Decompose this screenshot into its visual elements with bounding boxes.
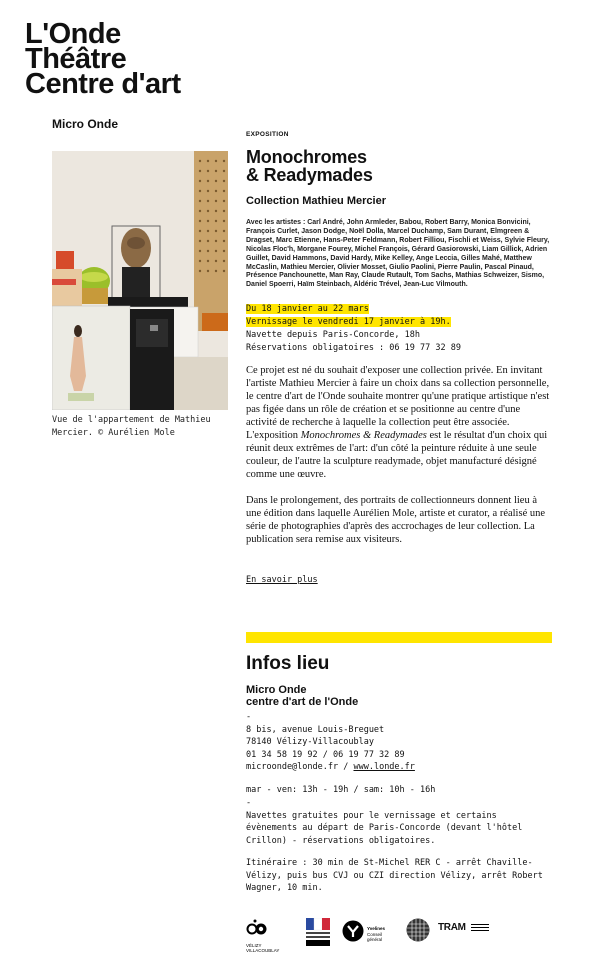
- dash: -: [246, 798, 252, 808]
- site-logo[interactable]: [25, 18, 181, 100]
- navette-info: Navette depuis Paris-Concorde, 18h: [246, 330, 420, 340]
- exhibition-subtitle: Collection Mathieu Mercier: [246, 195, 386, 207]
- artists-list: Avec les artistes : Carl André, John Armleder, Babou, Robert Barry, Monica Bonvicini, François Curlet, Jason Dodge, Noël Dolla, Marcel Duchamp, Sam Durant, Elmgreen & Dragset, Marc Etienne, Hans-Peter Feldmann, Robert Filliou, Fischli et Weiss, Sylvie Fleury, Nicolas Floc'h, Morgane Fourey, Michel François, Gérard Gasiorowski, Liam Gillick, Adrien Guillet, David Hammons, David Hardy, Mike Kelley, Ange Leccia, Gilles Mahé, Matthew McCaslin, Mathieu Mercier, Olivier Mosset, Giulio Paolini, Pierre Paulin, Pascal Pinaud, Présence Panchounette, Man Ray, Claude Rutault, Tom Sachs, Mathias Schweizer, Sismo, Daniel Spoerri, Haïm Steinbach, Aldéric Trével, Jean-Luc Vilmouth.: [246, 219, 550, 289]
- logo-line-1: L'Onde: [25, 18, 121, 50]
- section-divider-bar: [246, 632, 552, 643]
- reservations-info: Réservations obligatoires : 06 19 77 32 89: [246, 343, 461, 353]
- itinerary-info: Itinéraire : 30 min de St-Michel RER C - arrêt Chaville-Vélizy, puis bus CVJ ou CZI direction Vélizy, arrêt Robert Wagner, 10 min.: [246, 858, 543, 893]
- infos-title: Infos lieu: [246, 653, 330, 674]
- phone-numbers: 01 34 58 19 92 / 06 19 77 32 89: [246, 749, 405, 760]
- title-line-2: & Readymades: [246, 165, 373, 185]
- more-info-link[interactable]: En savoir plus: [246, 575, 318, 585]
- exhibition-photo: [52, 151, 228, 410]
- address-line-1: 8 bis, avenue Louis-Breguet: [246, 724, 385, 735]
- exhibition-dates-block: [246, 303, 552, 355]
- marianne-flag-icon: [306, 918, 330, 946]
- description-paragraph-1: Ce projet est né du souhait d'exposer une collection privée. En invitant l'artiste Mathieu Mercier à faire un choix dans sa collection personnelle, le centre d'art de l'Onde souhaite montrer qu'une pratique artistique n'est pas figée dans un rôle de création et se positionne au centre d'une activité de recherche à laquelle la collection peut être associée. L'exposition Monochromes & Readymades est le résultat d'un choix qui réunit deux extrêmes de l'art: d'un côté la peinture réduite à une seule couleur, de l'autre la sculpture readymade, objet manufacturé désigné comme une œuvre.: [246, 365, 550, 480]
- navettes-info: Navettes gratuites pour le vernissage et certains évènements au départ de Paris-Concorde (devant l'hôtel Crillon) - réservations obligatoires.: [246, 810, 523, 846]
- website-link[interactable]: www.londe.fr: [353, 762, 415, 772]
- tram-logo[interactable]: TRAM: [438, 918, 498, 948]
- prefecture-logo[interactable]: [306, 918, 332, 948]
- dash: -: [246, 712, 252, 722]
- photo-caption: Vue de l'appartement de Mathieu Mercier. © Aurélien Mole: [52, 415, 211, 438]
- yvelines-logo[interactable]: Yvelines Conseil général: [342, 918, 396, 948]
- logo-line-2: Théâtre: [25, 43, 127, 75]
- navettes-block: [246, 797, 552, 847]
- exhibition-title: [246, 148, 552, 184]
- opening-hours: mar - ven: 13h - 19h / sam: 10h - 16h: [246, 785, 436, 795]
- email-address[interactable]: microonde@londe.fr: [246, 762, 339, 772]
- description-paragraph-2: Dans le prolongement, des portraits de collectionneurs donnent lieu à une édition dans laquelle Aurélien Mole, artiste et curator, a réalisé une série de photographies d'après des accrochages de leur collection. La publication sera remise aux visiteurs.: [246, 495, 546, 545]
- logo-line-3: Centre d'art: [25, 68, 181, 100]
- velizy-emblem-icon: [246, 918, 268, 938]
- vernissage-date: Vernissage le vendredi 17 janvier à 19h.: [246, 317, 451, 327]
- globe-pattern-icon: [406, 918, 430, 942]
- venue-contact: [246, 711, 552, 786]
- yvelines-icon: [342, 920, 364, 942]
- section-name[interactable]: Micro Onde: [52, 117, 119, 131]
- address-line-2: 78140 Vélizy-Villacoublay: [246, 737, 374, 747]
- velizy-logo[interactable]: VÉLIZY VILLACOUBLAY: [246, 918, 290, 948]
- exhibition-title-inline: Monochromes & Readymades: [300, 430, 427, 441]
- venue-name: Micro Onde centre d'art de l'Onde: [246, 684, 359, 708]
- title-line-1: Monochromes: [246, 147, 367, 167]
- email-website: microonde@londe.fr / www.londe.fr: [246, 762, 415, 772]
- exhibition-dates: Du 18 janvier au 22 mars: [246, 304, 369, 314]
- regional-logo[interactable]: [406, 918, 432, 948]
- exhibition-kicker: EXPOSITION: [246, 131, 289, 138]
- exhibition-description: [246, 364, 552, 559]
- partner-logos: [246, 918, 506, 953]
